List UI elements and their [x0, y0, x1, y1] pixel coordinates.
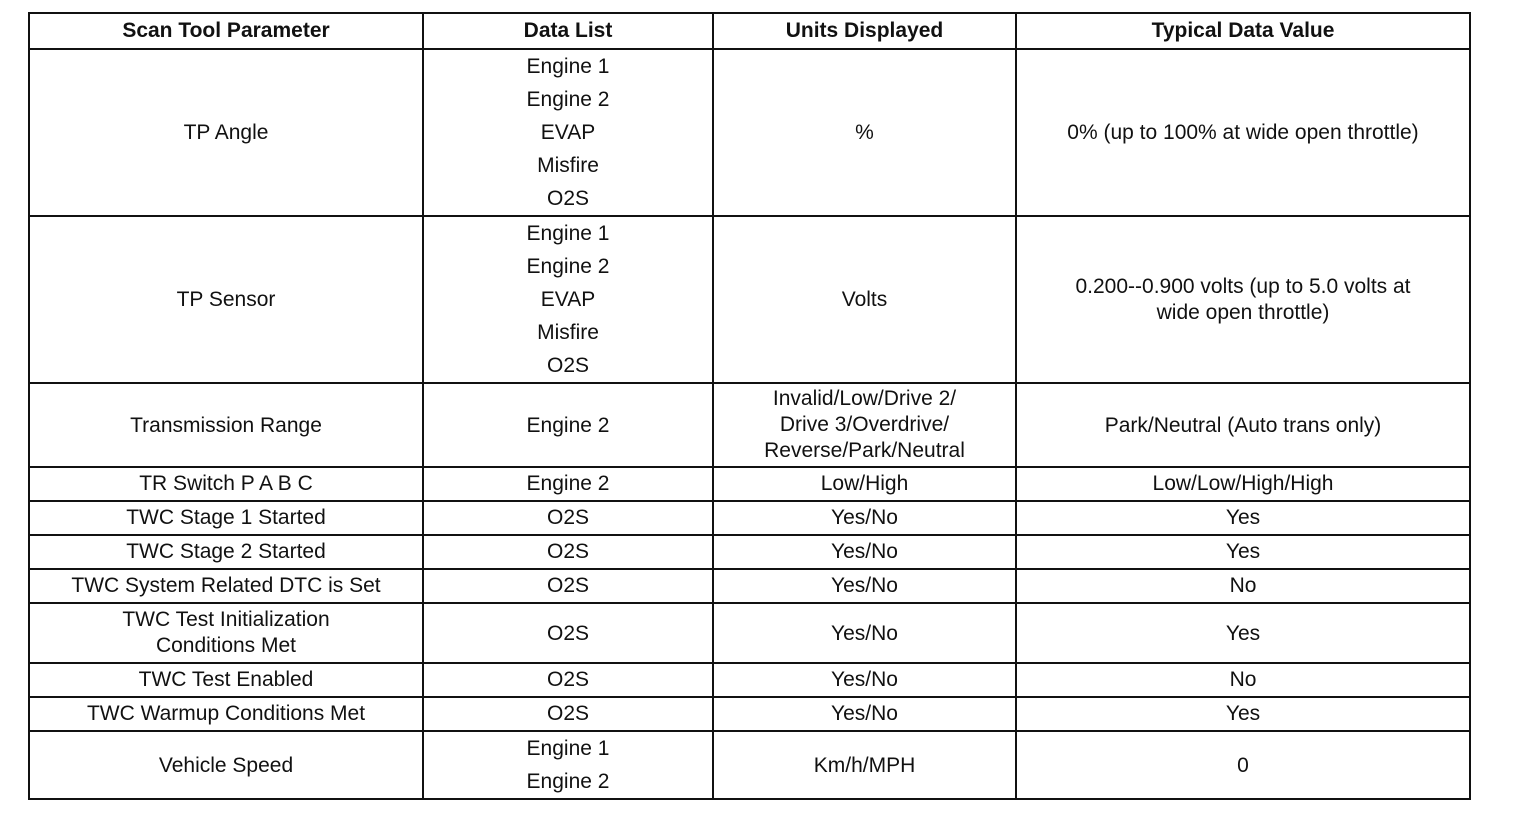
table-row: [29, 569, 1470, 603]
parameter-cell: TP Sensor: [29, 216, 423, 383]
data-list-item: O2S: [546, 354, 590, 377]
units-cell: Yes/No: [713, 603, 1016, 663]
parameter-cell: TWC Warmup Conditions Met: [29, 697, 423, 731]
data-list-cell: [423, 731, 713, 799]
parameter-cell: TP Angle: [29, 49, 423, 216]
parameter-cell: Vehicle Speed: [29, 731, 423, 799]
table-row: [29, 49, 1470, 216]
table-header-row: [29, 13, 1470, 49]
units-cell: Yes/No: [713, 663, 1016, 697]
typical-value-text: 0.200--0.900 volts (up to 5.0 volts at wide open throttle): [1075, 274, 1411, 324]
table-row: [29, 603, 1470, 663]
typical-value-cell: No: [1016, 569, 1470, 603]
typical-value-cell: Park/Neutral (Auto trans only): [1016, 383, 1470, 467]
units-line: Reverse/Park/Neutral: [764, 439, 965, 462]
data-list-item: Engine 2: [526, 255, 610, 278]
typical-value-cell: [1016, 216, 1470, 383]
parameter-cell: TWC System Related DTC is Set: [29, 569, 423, 603]
units-cell: Low/High: [713, 467, 1016, 501]
data-list-cell: [423, 49, 713, 216]
typical-value-cell: Yes: [1016, 603, 1470, 663]
scan-tool-parameter-table: [28, 12, 1471, 800]
table-row: [29, 383, 1470, 467]
typical-value-cell: Low/Low/High/High: [1016, 467, 1470, 501]
units-cell: Yes/No: [713, 569, 1016, 603]
data-list-item: O2S: [546, 187, 590, 210]
column-header-units: Units Displayed: [713, 13, 1016, 49]
units-cell: Yes/No: [713, 535, 1016, 569]
data-list-item: Misfire: [537, 154, 599, 177]
typical-value-cell: Yes: [1016, 697, 1470, 731]
parameter-cell: TWC Stage 1 Started: [29, 501, 423, 535]
data-list-item: Misfire: [537, 321, 599, 344]
units-cell: %: [713, 49, 1016, 216]
units-cell: [713, 383, 1016, 467]
data-list-item: Engine 1: [526, 737, 610, 760]
parameter-text: TWC Test Initialization Conditions Met: [122, 608, 330, 657]
typical-value-cell: 0: [1016, 731, 1470, 799]
column-header-typical-value: Typical Data Value: [1016, 13, 1470, 49]
data-list-cell: O2S: [423, 603, 713, 663]
typical-value-cell: Yes: [1016, 501, 1470, 535]
units-cell: Km/h/MPH: [713, 731, 1016, 799]
column-header-data-list: Data List: [423, 13, 713, 49]
data-list-cell: [423, 216, 713, 383]
parameter-cell: [29, 603, 423, 663]
table-row: [29, 697, 1470, 731]
typical-value-cell: No: [1016, 663, 1470, 697]
units-cell: Volts: [713, 216, 1016, 383]
units-cell: Yes/No: [713, 501, 1016, 535]
table-row: [29, 663, 1470, 697]
data-list-cell: O2S: [423, 569, 713, 603]
parameter-cell: TR Switch P A B C: [29, 467, 423, 501]
data-list-item: EVAP: [540, 288, 596, 311]
units-cell: Yes/No: [713, 697, 1016, 731]
typical-value-cell: Yes: [1016, 535, 1470, 569]
units-line: Drive 3/Overdrive/: [779, 413, 950, 436]
table-row: [29, 467, 1470, 501]
table-row: [29, 501, 1470, 535]
data-list-cell: O2S: [423, 535, 713, 569]
parameter-cell: TWC Test Enabled: [29, 663, 423, 697]
table-row: [29, 535, 1470, 569]
typical-value-cell: 0% (up to 100% at wide open throttle): [1016, 49, 1470, 216]
data-list-cell: Engine 2: [423, 467, 713, 501]
column-header-parameter: Scan Tool Parameter: [29, 13, 423, 49]
table-row: [29, 731, 1470, 799]
data-list-item: EVAP: [540, 121, 596, 144]
data-list-cell: Engine 2: [423, 383, 713, 467]
parameter-cell: TWC Stage 2 Started: [29, 535, 423, 569]
data-list-item: Engine 2: [526, 770, 610, 793]
parameter-cell: Transmission Range: [29, 383, 423, 467]
data-list-cell: O2S: [423, 501, 713, 535]
units-line: Invalid/Low/Drive 2/: [772, 387, 957, 410]
data-list-item: Engine 2: [526, 88, 610, 111]
data-list-cell: O2S: [423, 663, 713, 697]
data-list-cell: O2S: [423, 697, 713, 731]
data-list-item: Engine 1: [526, 222, 610, 245]
table-row: [29, 216, 1470, 383]
data-list-item: Engine 1: [526, 55, 610, 78]
